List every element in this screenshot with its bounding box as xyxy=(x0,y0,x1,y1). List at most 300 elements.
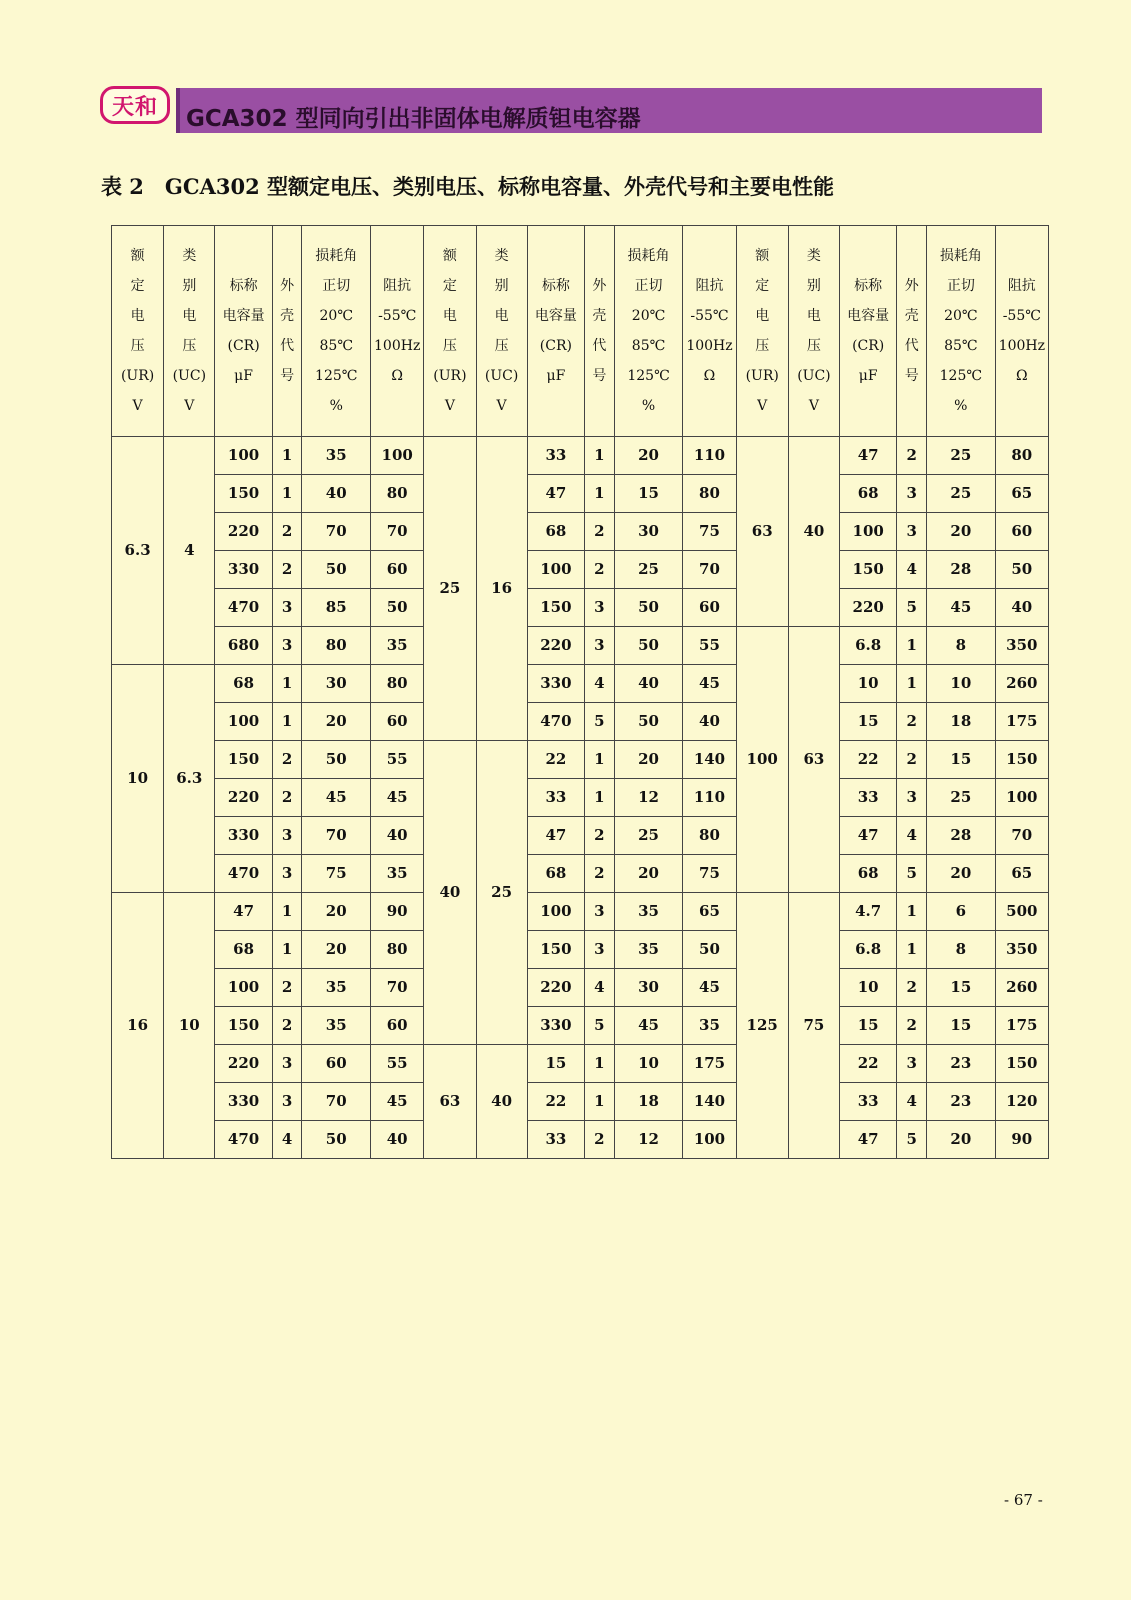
column-header-line: Ω xyxy=(703,368,716,384)
capacitance-cell: 470 xyxy=(215,1121,272,1159)
column-header-line: 外 xyxy=(904,278,919,294)
impedance-cell: 65 xyxy=(683,893,736,931)
header-banner xyxy=(176,88,1042,133)
column-header-line: Ω xyxy=(1016,368,1028,384)
capacitance-cell: 47 xyxy=(527,817,584,855)
column-header-line: 125℃ xyxy=(939,368,983,384)
dissipation-factor-cell: 30 xyxy=(302,665,371,703)
column-header-line: 号 xyxy=(280,368,295,384)
case-code-cell: 1 xyxy=(585,475,615,513)
column-header-line: 压 xyxy=(182,338,197,354)
category-voltage-cell: 40 xyxy=(476,1045,527,1159)
capacitance-cell: 150 xyxy=(527,589,584,627)
capacitance-cell: 680 xyxy=(215,627,272,665)
impedance-cell: 120 xyxy=(995,1083,1048,1121)
impedance-cell: 70 xyxy=(371,513,424,551)
column-header-line: μF xyxy=(234,368,253,384)
dissipation-factor-cell: 50 xyxy=(302,741,371,779)
impedance-cell: 60 xyxy=(371,1007,424,1045)
column-header-line: (UR) xyxy=(120,368,155,384)
column-header-line: 号 xyxy=(592,368,607,384)
table-row xyxy=(112,437,1049,475)
category-voltage-cell: 25 xyxy=(476,741,527,1045)
column-header-line: 外 xyxy=(280,278,295,294)
dissipation-factor-cell: 20 xyxy=(302,893,371,931)
dissipation-factor-cell: 15 xyxy=(927,741,996,779)
capacitance-cell: 470 xyxy=(215,589,272,627)
column-header-line: 标称 xyxy=(854,278,883,294)
case-code-cell: 4 xyxy=(272,1121,302,1159)
dissipation-factor-cell: 12 xyxy=(614,1121,683,1159)
capacitance-cell: 33 xyxy=(527,779,584,817)
case-code-cell: 3 xyxy=(585,893,615,931)
column-header-line: 压 xyxy=(442,338,457,354)
impedance-cell: 75 xyxy=(683,855,736,893)
dissipation-factor-cell: 80 xyxy=(302,627,371,665)
dissipation-factor-cell: 35 xyxy=(302,969,371,1007)
column-header-line: (UC) xyxy=(172,368,207,384)
impedance-cell: 40 xyxy=(683,703,736,741)
capacitance-cell: 68 xyxy=(215,931,272,969)
column-header-line: 电容量 xyxy=(534,308,577,324)
column-header-line: 代 xyxy=(592,338,607,354)
column-header xyxy=(112,226,164,437)
impedance-cell: 65 xyxy=(995,475,1048,513)
capacitance-cell: 100 xyxy=(527,551,584,589)
table-row xyxy=(112,627,1049,665)
capacitance-cell: 68 xyxy=(527,513,584,551)
case-code-cell: 1 xyxy=(272,437,302,475)
dissipation-factor-cell: 30 xyxy=(614,513,683,551)
capacitance-cell: 220 xyxy=(215,1045,272,1083)
dissipation-factor-cell: 35 xyxy=(614,931,683,969)
impedance-cell: 100 xyxy=(683,1121,736,1159)
case-code-cell: 2 xyxy=(272,741,302,779)
capacitance-cell: 470 xyxy=(527,703,584,741)
dissipation-factor-cell: 10 xyxy=(614,1045,683,1083)
dissipation-factor-cell: 50 xyxy=(302,1121,371,1159)
case-code-cell: 1 xyxy=(585,741,615,779)
impedance-cell: 150 xyxy=(995,1045,1048,1083)
impedance-cell: 75 xyxy=(683,513,736,551)
table-row xyxy=(112,931,1049,969)
capacitance-cell: 220 xyxy=(840,589,897,627)
capacitance-cell: 150 xyxy=(215,741,272,779)
impedance-cell: 140 xyxy=(683,1083,736,1121)
dissipation-factor-cell: 28 xyxy=(927,817,996,855)
column-header-line: 号 xyxy=(904,368,919,384)
capacitance-cell: 68 xyxy=(840,475,897,513)
case-code-cell: 1 xyxy=(897,893,927,931)
dissipation-factor-cell: 20 xyxy=(927,1121,996,1159)
table-caption: 表 2 GCA302 型额定电压、类别电压、标称电容量、外壳代号和主要电性能 xyxy=(101,174,835,199)
case-code-cell: 5 xyxy=(585,1007,615,1045)
case-code-cell: 4 xyxy=(585,969,615,1007)
impedance-cell: 35 xyxy=(371,627,424,665)
impedance-cell: 80 xyxy=(683,817,736,855)
column-header xyxy=(215,226,272,437)
column-header xyxy=(371,226,424,437)
category-voltage-cell: 10 xyxy=(164,893,215,1159)
case-code-cell: 1 xyxy=(585,437,615,475)
dissipation-factor-cell: 8 xyxy=(927,931,996,969)
column-header-line: 100Hz xyxy=(374,338,421,354)
impedance-cell: 50 xyxy=(371,589,424,627)
table-row xyxy=(112,665,1049,703)
case-code-cell: 4 xyxy=(897,1083,927,1121)
table-row xyxy=(112,817,1049,855)
column-header-line: 电容量 xyxy=(222,308,265,324)
column-header-line: 20℃ xyxy=(319,308,353,324)
case-code-cell: 3 xyxy=(272,627,302,665)
column-header xyxy=(840,226,897,437)
column-header-line: (UC) xyxy=(797,368,831,384)
case-code-cell: 3 xyxy=(272,1083,302,1121)
column-header-line: 类 xyxy=(494,248,509,264)
case-code-cell: 3 xyxy=(585,589,615,627)
column-header-line: 损耗角 xyxy=(315,248,358,264)
column-header xyxy=(424,226,476,437)
column-header-line: 损耗角 xyxy=(627,248,670,264)
category-voltage-cell: 6.3 xyxy=(164,665,215,893)
dissipation-factor-cell: 40 xyxy=(302,475,371,513)
capacitance-cell: 330 xyxy=(527,665,584,703)
dissipation-factor-cell: 20 xyxy=(302,931,371,969)
dissipation-factor-cell: 70 xyxy=(302,513,371,551)
column-header-line: 阻抗 xyxy=(383,278,412,294)
column-header xyxy=(164,226,215,437)
column-header-line: 代 xyxy=(280,338,295,354)
capacitance-cell: 47 xyxy=(840,1121,897,1159)
column-header-line: 阻抗 xyxy=(695,278,724,294)
column-header xyxy=(272,226,302,437)
case-code-cell: 3 xyxy=(272,589,302,627)
column-header-line: 壳 xyxy=(904,308,919,324)
dissipation-factor-cell: 23 xyxy=(927,1083,996,1121)
case-code-cell: 2 xyxy=(897,703,927,741)
dissipation-factor-cell: 70 xyxy=(302,1083,371,1121)
column-header-line: 85℃ xyxy=(319,338,353,354)
column-header-line: μF xyxy=(858,368,878,384)
table-row xyxy=(112,475,1049,513)
capacitance-cell: 15 xyxy=(527,1045,584,1083)
impedance-cell: 45 xyxy=(683,969,736,1007)
case-code-cell: 1 xyxy=(897,627,927,665)
column-header-line: % xyxy=(954,398,968,414)
capacitance-cell: 150 xyxy=(527,931,584,969)
dissipation-factor-cell: 15 xyxy=(927,1007,996,1045)
capacitance-cell: 47 xyxy=(527,475,584,513)
dissipation-factor-cell: 60 xyxy=(302,1045,371,1083)
table-row xyxy=(112,703,1049,741)
rated-voltage-cell: 40 xyxy=(424,741,476,1045)
column-header-line: V xyxy=(808,398,819,414)
column-header-line: V xyxy=(496,398,507,414)
column-header-line: μF xyxy=(546,368,566,384)
case-code-cell: 3 xyxy=(897,475,927,513)
dissipation-factor-cell: 20 xyxy=(614,741,683,779)
dissipation-factor-cell: 18 xyxy=(927,703,996,741)
rated-voltage-cell: 16 xyxy=(112,893,164,1159)
column-header-line: 类 xyxy=(806,248,821,264)
case-code-cell: 2 xyxy=(272,513,302,551)
capacitance-cell: 47 xyxy=(840,437,897,475)
dissipation-factor-cell: 8 xyxy=(927,627,996,665)
column-header-line: 壳 xyxy=(592,308,607,324)
dissipation-factor-cell: 25 xyxy=(927,779,996,817)
dissipation-factor-cell: 70 xyxy=(302,817,371,855)
column-header-line: 85℃ xyxy=(944,338,978,354)
impedance-cell: 70 xyxy=(371,969,424,1007)
capacitance-cell: 100 xyxy=(215,969,272,1007)
column-header xyxy=(995,226,1048,437)
table-row xyxy=(112,513,1049,551)
column-header-line: 压 xyxy=(755,338,770,354)
dissipation-factor-cell: 50 xyxy=(302,551,371,589)
page-title: GCA302 型同向引出非固体电解质钽电容器 xyxy=(186,106,641,132)
capacitance-cell: 33 xyxy=(840,1083,897,1121)
impedance-cell: 500 xyxy=(995,893,1048,931)
column-header-line: V xyxy=(132,398,143,414)
capacitance-cell: 6.8 xyxy=(840,931,897,969)
case-code-cell: 1 xyxy=(897,931,927,969)
column-header-line: 额 xyxy=(442,248,457,264)
dissipation-factor-cell: 18 xyxy=(614,1083,683,1121)
case-code-cell: 5 xyxy=(585,703,615,741)
case-code-cell: 2 xyxy=(897,1007,927,1045)
impedance-cell: 50 xyxy=(683,931,736,969)
column-header-line: 别 xyxy=(182,278,197,294)
table-row xyxy=(112,969,1049,1007)
dissipation-factor-cell: 50 xyxy=(614,627,683,665)
table-row xyxy=(112,855,1049,893)
dissipation-factor-cell: 45 xyxy=(927,589,996,627)
capacitance-cell: 100 xyxy=(215,703,272,741)
capacitance-cell: 47 xyxy=(840,817,897,855)
impedance-cell: 60 xyxy=(371,703,424,741)
capacitance-cell: 68 xyxy=(527,855,584,893)
column-header-line: V xyxy=(444,398,455,414)
impedance-cell: 55 xyxy=(683,627,736,665)
capacitance-cell: 47 xyxy=(215,893,272,931)
dissipation-factor-cell: 45 xyxy=(302,779,371,817)
column-header-line: (UR) xyxy=(745,368,779,384)
category-voltage-cell: 75 xyxy=(788,893,839,1159)
capacitance-cell: 33 xyxy=(527,437,584,475)
case-code-cell: 1 xyxy=(585,1083,615,1121)
column-header-line: 压 xyxy=(494,338,509,354)
column-header-line: 标称 xyxy=(541,278,570,294)
capacitance-cell: 150 xyxy=(215,1007,272,1045)
case-code-cell: 2 xyxy=(897,741,927,779)
capacitance-cell: 15 xyxy=(840,1007,897,1045)
column-header-line: 正切 xyxy=(322,278,351,294)
column-header-line: 代 xyxy=(904,338,919,354)
capacitance-cell: 22 xyxy=(840,741,897,779)
column-header-line: -55℃ xyxy=(378,308,417,324)
case-code-cell: 1 xyxy=(585,1045,615,1083)
column-header-line: 20℃ xyxy=(944,308,978,324)
capacitance-cell: 22 xyxy=(527,741,584,779)
column-header-line: 损耗角 xyxy=(939,248,982,264)
capacitance-cell: 220 xyxy=(215,513,272,551)
impedance-cell: 45 xyxy=(371,1083,424,1121)
case-code-cell: 2 xyxy=(272,969,302,1007)
impedance-cell: 260 xyxy=(995,665,1048,703)
column-header-line: 类 xyxy=(182,248,197,264)
table-row xyxy=(112,779,1049,817)
column-header-line: 压 xyxy=(806,338,821,354)
case-code-cell: 3 xyxy=(897,1045,927,1083)
case-code-cell: 2 xyxy=(585,817,615,855)
impedance-cell: 350 xyxy=(995,627,1048,665)
case-code-cell: 3 xyxy=(897,513,927,551)
dissipation-factor-cell: 35 xyxy=(302,1007,371,1045)
table-row xyxy=(112,1083,1049,1121)
dissipation-factor-cell: 40 xyxy=(614,665,683,703)
impedance-cell: 70 xyxy=(683,551,736,589)
case-code-cell: 4 xyxy=(585,665,615,703)
column-header-line: 定 xyxy=(442,278,457,294)
case-code-cell: 1 xyxy=(585,779,615,817)
capacitance-cell: 100 xyxy=(840,513,897,551)
case-code-cell: 2 xyxy=(897,437,927,475)
column-header xyxy=(683,226,736,437)
impedance-cell: 45 xyxy=(371,779,424,817)
impedance-cell: 100 xyxy=(995,779,1048,817)
category-voltage-cell: 16 xyxy=(476,437,527,741)
case-code-cell: 5 xyxy=(897,589,927,627)
column-header-line: 正切 xyxy=(634,278,663,294)
case-code-cell: 3 xyxy=(585,931,615,969)
column-header-line: 额 xyxy=(755,248,770,264)
capacitance-cell: 68 xyxy=(215,665,272,703)
column-header-line: -55℃ xyxy=(690,308,729,324)
impedance-cell: 80 xyxy=(995,437,1048,475)
column-header-line: 电 xyxy=(182,308,197,324)
capacitor-spec-table xyxy=(111,225,1049,1159)
impedance-cell: 60 xyxy=(995,513,1048,551)
column-header-line: 125℃ xyxy=(627,368,670,384)
dissipation-factor-cell: 15 xyxy=(614,475,683,513)
dissipation-factor-cell: 23 xyxy=(927,1045,996,1083)
table-row xyxy=(112,741,1049,779)
impedance-cell: 55 xyxy=(371,1045,424,1083)
column-header-line: V xyxy=(757,398,768,414)
dissipation-factor-cell: 25 xyxy=(927,475,996,513)
impedance-cell: 55 xyxy=(371,741,424,779)
rated-voltage-cell: 125 xyxy=(736,893,788,1159)
impedance-cell: 150 xyxy=(995,741,1048,779)
impedance-cell: 140 xyxy=(683,741,736,779)
capacitance-cell: 10 xyxy=(840,969,897,1007)
capacitance-cell: 220 xyxy=(215,779,272,817)
column-header-line: 压 xyxy=(130,338,145,354)
impedance-cell: 175 xyxy=(995,703,1048,741)
column-header-line: 额 xyxy=(130,248,145,264)
capacitance-cell: 22 xyxy=(527,1083,584,1121)
dissipation-factor-cell: 20 xyxy=(927,513,996,551)
dissipation-factor-cell: 75 xyxy=(302,855,371,893)
column-header xyxy=(527,226,584,437)
column-header-line: 标称 xyxy=(229,278,258,294)
dissipation-factor-cell: 12 xyxy=(614,779,683,817)
dissipation-factor-cell: 10 xyxy=(927,665,996,703)
impedance-cell: 175 xyxy=(683,1045,736,1083)
rated-voltage-cell: 10 xyxy=(112,665,164,893)
category-voltage-cell: 4 xyxy=(164,437,215,665)
column-header xyxy=(302,226,371,437)
impedance-cell: 70 xyxy=(995,817,1048,855)
column-header xyxy=(788,226,839,437)
column-header-line: 定 xyxy=(755,278,770,294)
impedance-cell: 100 xyxy=(371,437,424,475)
case-code-cell: 5 xyxy=(897,1121,927,1159)
impedance-cell: 60 xyxy=(371,551,424,589)
column-header xyxy=(476,226,527,437)
column-header-line: 正切 xyxy=(946,278,975,294)
impedance-cell: 45 xyxy=(683,665,736,703)
column-header-line: 电 xyxy=(755,308,770,324)
column-header-line: 壳 xyxy=(280,308,295,324)
case-code-cell: 1 xyxy=(272,703,302,741)
dissipation-factor-cell: 85 xyxy=(302,589,371,627)
capacitance-cell: 220 xyxy=(527,969,584,1007)
case-code-cell: 1 xyxy=(272,893,302,931)
dissipation-factor-cell: 45 xyxy=(614,1007,683,1045)
dissipation-factor-cell: 25 xyxy=(614,551,683,589)
table-row xyxy=(112,1045,1049,1083)
column-header-line: (UR) xyxy=(433,368,467,384)
case-code-cell: 3 xyxy=(897,779,927,817)
case-code-cell: 2 xyxy=(897,969,927,1007)
impedance-cell: 80 xyxy=(371,931,424,969)
impedance-cell: 90 xyxy=(995,1121,1048,1159)
column-header-line: 100Hz xyxy=(998,338,1045,354)
table-row xyxy=(112,1007,1049,1045)
column-header-line: 20℃ xyxy=(631,308,666,324)
table-header-row xyxy=(112,226,1049,437)
impedance-cell: 65 xyxy=(995,855,1048,893)
impedance-cell: 80 xyxy=(371,475,424,513)
table-row xyxy=(112,551,1049,589)
category-voltage-cell: 40 xyxy=(788,437,839,627)
impedance-cell: 40 xyxy=(371,1121,424,1159)
impedance-cell: 80 xyxy=(371,665,424,703)
column-header-line: Ω xyxy=(391,368,403,384)
capacitance-cell: 470 xyxy=(215,855,272,893)
case-code-cell: 2 xyxy=(272,551,302,589)
capacitance-cell: 10 xyxy=(840,665,897,703)
dissipation-factor-cell: 30 xyxy=(614,969,683,1007)
impedance-cell: 260 xyxy=(995,969,1048,1007)
case-code-cell: 1 xyxy=(272,475,302,513)
table-row xyxy=(112,1121,1049,1159)
rated-voltage-cell: 6.3 xyxy=(112,437,164,665)
column-header-line: (CR) xyxy=(227,338,260,354)
capacitance-cell: 100 xyxy=(215,437,272,475)
case-code-cell: 4 xyxy=(897,817,927,855)
case-code-cell: 3 xyxy=(585,627,615,665)
impedance-cell: 80 xyxy=(683,475,736,513)
case-code-cell: 2 xyxy=(585,1121,615,1159)
impedance-cell: 60 xyxy=(683,589,736,627)
case-code-cell: 1 xyxy=(272,931,302,969)
case-code-cell: 4 xyxy=(897,551,927,589)
column-header-line: % xyxy=(329,398,343,414)
brand-logo: 天和 xyxy=(100,86,170,124)
impedance-cell: 110 xyxy=(683,779,736,817)
